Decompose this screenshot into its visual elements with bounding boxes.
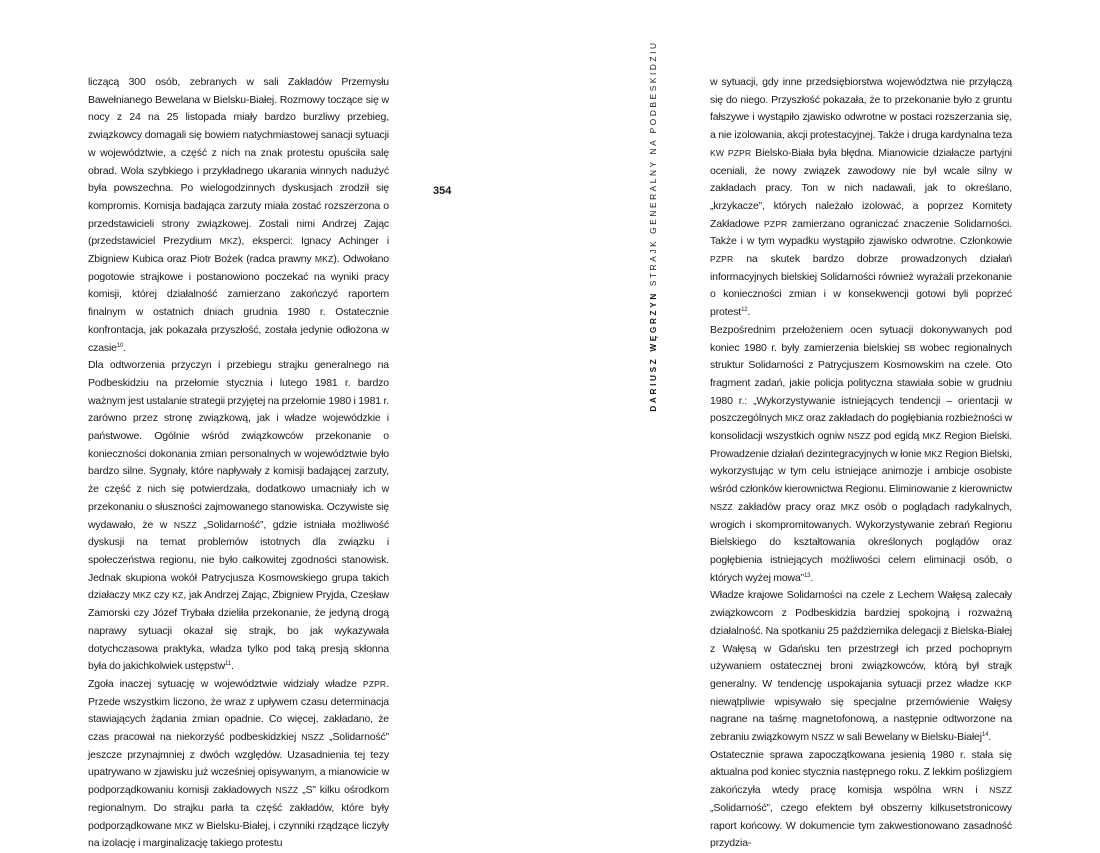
text-run: . Przede wszystkim liczono, że wraz z upływem czasu determinacja stawiających żądania zmian opadnie. Co więcej, zakładano, że czas pracował na niekorzyść podbeskidzkiej xyxy=(88,677,389,744)
text-run: Władze krajowe Solidarności na czele z Lechem Wałęsą zalecały związkowcom z Podbeskidzia bardziej spokojną i rozważną działalność. Na spotkaniu 25 października delegacji z Bielska-Białej z Wałęsą w Gdańsku ten przestrzegł ich przed pochopnym używaniem ostatecznej broni związkowców, którą był strajk generalny. W tendencję uspokajania sytuacji przez władze xyxy=(710,589,1012,690)
text-run: „Solidarność” jeszcze przynajmniej z dwóch względów. Uzasadnienia tej tezy upatrywano w zjawisku już wcześniej opisywanym, a mianowicie w podporządkowaniu komisji zakładowych xyxy=(88,731,389,797)
text-run: Bielsko-Biała była błędna. Mianowicie działacze partyjni oceniali, że nowy związek zawodowy nie był wcale silny w zakładach pracy. Ton w nich nadawali, jak to określano, „krzykacze”, których należało izolować, a poprzez Komitety Zakładowe xyxy=(710,146,1012,230)
acronym: MKZ xyxy=(922,431,941,442)
text-run: Dla odtworzenia przyczyn i przebiegu strajku generalnego na Podbeskidziu na przełomie stycznia i lutego 1981 r. bardzo ważnym jest ustalanie strategii przyjętej na przełomie 1980 i 1981 r. zarówno przez stronę związkową, jak i władze wojewódzkie i państwowe. Ogólnie wśród związkowców przekonanie o konieczności dokonania zmian personalnych w województwie było bardzo silne. Sygnały, które napływały z komisji badającej zarzuty, że część z nich się potwierdzała, dodatkowo umacniały ich w przekonaniu o słuszności zajmowanego stanowiska. Oczywiste się wydawało, że w xyxy=(88,359,389,531)
acronym: KW PZPR xyxy=(710,147,752,158)
text-run: zamierzano ograniczać znaczenie Solidarności. Także i w tym wypadku wystąpiło zjawisko odwrotne. Członkowie xyxy=(710,217,1012,248)
text-run: „Solidarność”, czego efektem był obszerny kilkusetstronicowy raport końcowy. W dokumencie tym zakwestionowano zasadność przydzia- xyxy=(710,801,1012,850)
text-run: i xyxy=(963,784,990,797)
paragraph xyxy=(710,74,1012,322)
text-run: niewątpliwie wpisywało się specjalne przemówienie Wałęsy nagrane na taśmę magnetofonową, a następnie odtworzone na zebraniu związkowym xyxy=(710,695,1012,744)
acronym: NSZZ xyxy=(989,785,1012,796)
text-run: w sytuacji, gdy inne przedsiębiorstwa województwa nie przyłączą się do niego. Przyszłość pokazała, że to przekonanie było z gruntu fałszywe i wystąpiło zjawisko odwrotne w postaci rozszerzania się, a nie izolowania, akcji protestacyjnej. Także i druga kardynalna teza xyxy=(710,76,1012,142)
acronym: NSZZ xyxy=(811,732,835,743)
text-run: pod egidą xyxy=(870,430,923,443)
text-run: . xyxy=(230,660,234,673)
acronym: NSZZ xyxy=(275,785,299,796)
acronym: PZPR xyxy=(764,218,788,229)
text-run: czy xyxy=(151,589,173,602)
text-run: w sali Bewelany w Bielsku-Białej xyxy=(834,731,982,744)
text-run: osób o poglądach radykalnych, wrogich i skompromitowanych. Wykorzystywanie zebrań Regionu Bielskiego do kształtowania określonych poglądów oraz pogłębienia istniejących możliwości celem eliminacji osób, o których wyżej mowa” xyxy=(710,500,1012,584)
text-run: oraz zakładach do pogłębiania rozbieżności w konsolidacji wszystkich ogniw xyxy=(710,412,1013,443)
text-run: ), eksperci: Ignacy Achinger i Zbigniew Kubica oraz Piotr Bożek (radca prawny xyxy=(88,235,390,266)
text-run: liczącą 300 osób, zebranych w sali Zakładów Przemysłu Bawełnianego Bewelana w Bielsku-Białej. Rozmowy toczące się w nocy z 24 na 25 listopada miały bardzo burzliwy przebieg, związkowcy domagali się bowiem natychmiastowej sanacji sytuacji w województwie, a część z nich na znak protestu opuściła salę obrad. Wola szybkiego i przykładnego ukarania winnych nadużyć była powszechna. Po wielogodzinnych dyskusjach zrodził się kompromis. Komisja badająca zarzuty miała zostać rozszerzona o przedstawicieli strony związkowej. Zostali nimi Andrzej Zając (przedstawiciel Prezydium xyxy=(88,76,389,248)
footnote-marker: 14 xyxy=(981,732,989,739)
acronym: NSZZ xyxy=(301,732,325,743)
text-run: . xyxy=(747,306,751,319)
text-run: na skutek bardzo dobrze prowadzonych działań informacyjnych bielskiej Solidarności również wyrażali przekonanie o konieczności zmian i w konsekwencji gotowi byli poprzeć protest xyxy=(710,253,1012,319)
text-run: Zgoła inaczej sytuację w województwie widziały władze xyxy=(88,677,363,690)
acronym: PZPR xyxy=(362,678,387,689)
text-run: . xyxy=(988,731,992,744)
text-run: . xyxy=(810,571,814,584)
paragraph xyxy=(88,74,389,357)
acronym: KKP xyxy=(994,678,1012,689)
running-head-author: DARIUSZ WĘGRZYN xyxy=(648,291,658,412)
text-run: zakładów pracy oraz xyxy=(732,500,841,513)
acronym: MKZ xyxy=(924,448,943,459)
acronym: KZ xyxy=(172,590,184,601)
text-run: w Bielsku-Białej, i czynniki rządzące liczyły na izolację i marginalizację takiego protestu xyxy=(88,819,389,850)
paragraph xyxy=(88,676,389,853)
page-number: 354 xyxy=(433,185,452,197)
text-run: Ostatecznie sprawa zapoczątkowana jesienią 1980 r. stała się aktualna pod koniec stycznia następnego roku. Z lekkim poślizgiem zakończyła wtedy pracę komisja wspólna xyxy=(710,748,1012,797)
acronym: MKZ xyxy=(219,236,239,247)
text-run: , jak Andrzej Zając, Zbigniew Pryjda, Czesław Zamorski czy Józef Trybała dzieliła przekonanie, że jedyną drogą naprawy sytuacji okazał się strajk, bo jak wykazywała dotychczasowa praktyka, władza tylko pod taką presją skłonna była do jakichkolwiek ustępstw xyxy=(88,589,389,673)
acronym: MKZ xyxy=(174,820,194,831)
text-run: Region Bielski, wykorzystując w tym celu istniejące animozje i ambicje osobiste wśród członków kierownictwa Regionu. Eliminowanie z kierownictw xyxy=(710,447,1012,496)
paragraph xyxy=(88,357,389,676)
acronym: MKZ xyxy=(132,590,152,601)
text-run: . xyxy=(123,341,127,354)
acronym: PZPR xyxy=(710,254,734,265)
text-run: Region Bielski. Prowadzenie działań dezintegracyjnych w łonie xyxy=(710,430,1012,460)
paragraph xyxy=(710,587,1012,746)
acronym: NSZZ xyxy=(847,431,871,442)
acronym: MKZ xyxy=(785,413,804,424)
footnote-marker: 12 xyxy=(741,307,748,314)
footnote-marker: 10 xyxy=(116,342,124,349)
text-run: „Solidarność”, gdzie istniała możliwość dyskusji na temat problemów istotnych dla związku i społeczeństwa regionu, nie było całkowitej zgodności stanowisk. Jednak skupiona wokół Patrycjusza Kosmowskiego grupa takich działaczy xyxy=(88,518,389,602)
right-text-column xyxy=(710,74,1012,853)
acronym: WRN xyxy=(942,785,964,796)
text-run: Bezpośrednim przełożeniem ocen sytuacji dokonywanych pod koniec 1980 r. były zamierzenia bielskiej xyxy=(710,323,1012,354)
footnote-marker: 13 xyxy=(804,572,811,579)
left-text-column xyxy=(88,74,389,853)
acronym: NSZZ xyxy=(710,501,733,512)
footnote-marker: 11 xyxy=(225,661,231,668)
paragraph xyxy=(710,747,1012,853)
running-head-title: STRAJK GENERALNY NA PODBESKIDZIU xyxy=(648,40,658,287)
text-run: „S” kilku ośrodkom regionalnym. Do strajku parła ta część zakładów, które były podporządkowane xyxy=(88,784,389,832)
paragraph xyxy=(710,322,1012,588)
acronym: SB xyxy=(903,342,916,353)
acronym: MKZ xyxy=(314,254,334,265)
text-run: wobec regionalnych struktur Solidarności z Patrycjuszem Kosmowskim na czele. Oto fragment zadań, jakie policja polityczna stawiała sobie w grudniu 1980 r.: „Wykorzystywanie istniejących tendencji – orientacji w poszczególnych xyxy=(710,341,1013,425)
acronym: NSZZ xyxy=(173,519,197,530)
acronym: MKZ xyxy=(840,501,860,512)
text-run: ). Odwołano pogotowie strajkowe i postanowiono poczekać na wyniki pracy komisji, której działalność zamierzano zakończyć raportem finalnym w ostatnich dniach grudnia 1980 r. Ostatecznie konfrontacja, jak pokazała przyszłość, została jedynie odłożona w czasie xyxy=(88,253,389,354)
